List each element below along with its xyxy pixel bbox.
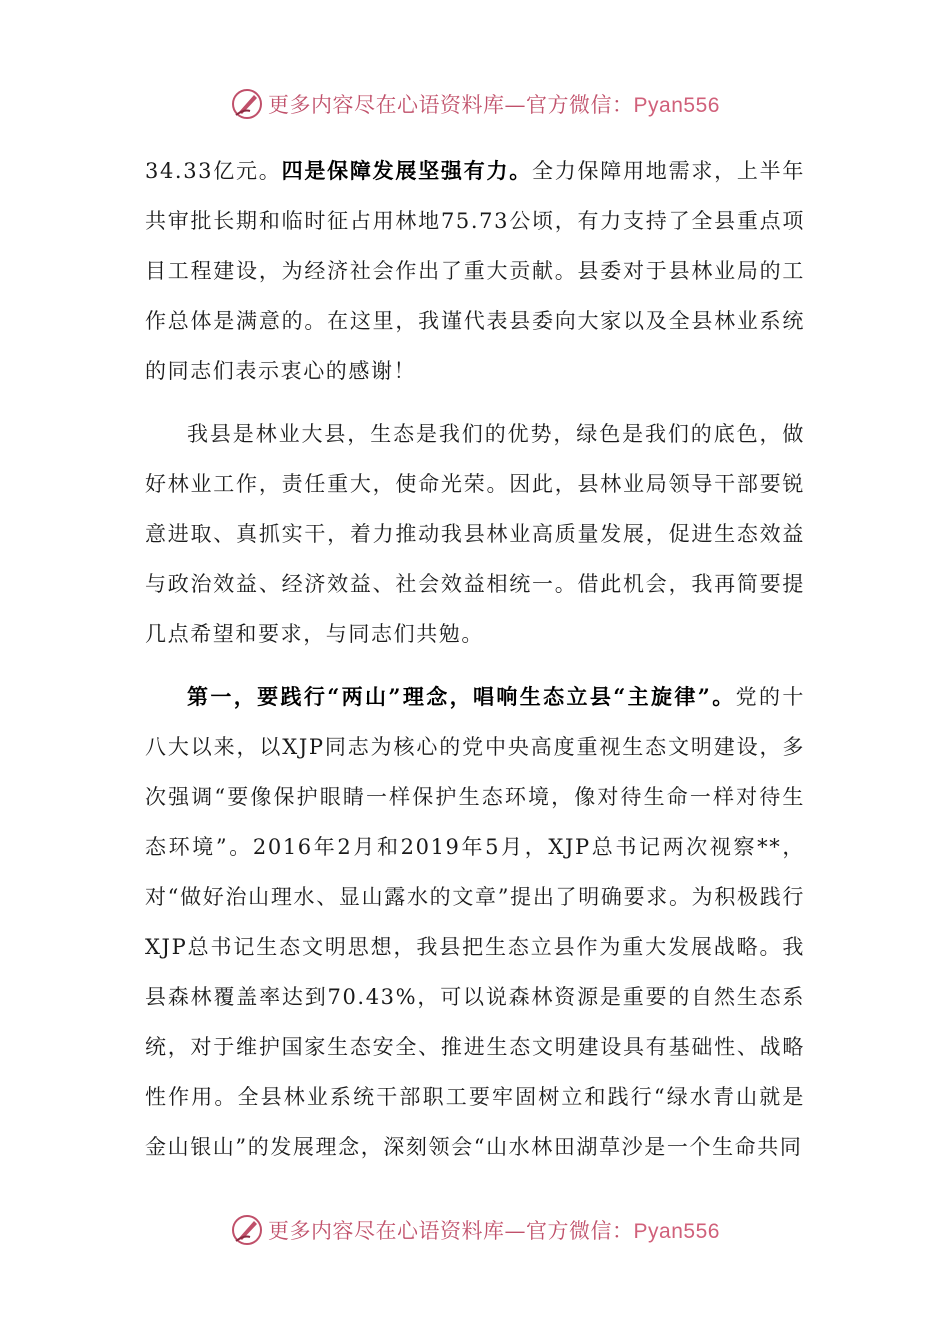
paragraph-1-bold: 四是保障发展坚强有力。	[281, 158, 532, 183]
paragraph-2: 我县是林业大县，生态是我们的优势，绿色是我们的底色，做好林业工作，责任重大，使命光荣。因此，县林业局领导干部要锐意进取、真抓实干，着力推动我县林业高质量发展，促进生态效益与政治效益、经济效益、社会效益相统一。借此机会，我再简要提几点希望和要求，与同志们共勉。	[145, 422, 805, 646]
document-body	[145, 146, 805, 1172]
quill-seal-icon	[230, 87, 264, 121]
paragraph-3: 第一，要践行“两山”理念，唱响生态立县“主旋律”。党的十八大以来，以XJP同志为核心的党中央高度重视生态文明建设，多次强调“要像保护眼睛一样保护生态环境，像对待生命一样对待生态环境”。2016年2月和2019年5月，XJP总书记两次视察**，对“做好治山理水、显山露水的文章”提出了明确要求。为积极践行XJP总书记生态文明思想，我县把生态立县作为重大发展战略。我县森林覆盖率达到70.43%，可以说森林资源是重要的自然生态系统，对于维护国家生态安全、推进生态文明建设具有基础性、战略性作用。全县林业系统干部职工要牢固树立和践行“绿水青山就是金山银山”的发展理念，深刻领会“山水林田湖草沙是一个生命共同	[145, 684, 805, 1159]
quill-seal-icon	[230, 1213, 264, 1247]
header-watermark	[0, 84, 950, 124]
watermark-text: 更多内容尽在心语资料库—官方微信：Pyan556	[268, 1219, 720, 1243]
wechat-id: Pyan556	[633, 1220, 720, 1243]
paragraph-1: 34.33亿元。四是保障发展坚强有力。全力保障用地需求，上半年共审批长期和临时征占用林地75.73公顷，有力支持了全县重点项目工程建设，为经济社会作出了重大贡献。县委对于县林业局的工作总体是满意的。在这里，我谨代表县委向大家以及全县林业系统的同志们表示衷心的感谢！	[145, 158, 805, 383]
watermark-text: 更多内容尽在心语资料库—官方微信：Pyan556	[268, 93, 720, 117]
paragraph-3-heading: 第一，要践行“两山”理念，唱响生态立县“主旋律”。	[187, 684, 736, 709]
footer-watermark	[0, 1210, 950, 1250]
wechat-id: Pyan556	[633, 94, 720, 117]
